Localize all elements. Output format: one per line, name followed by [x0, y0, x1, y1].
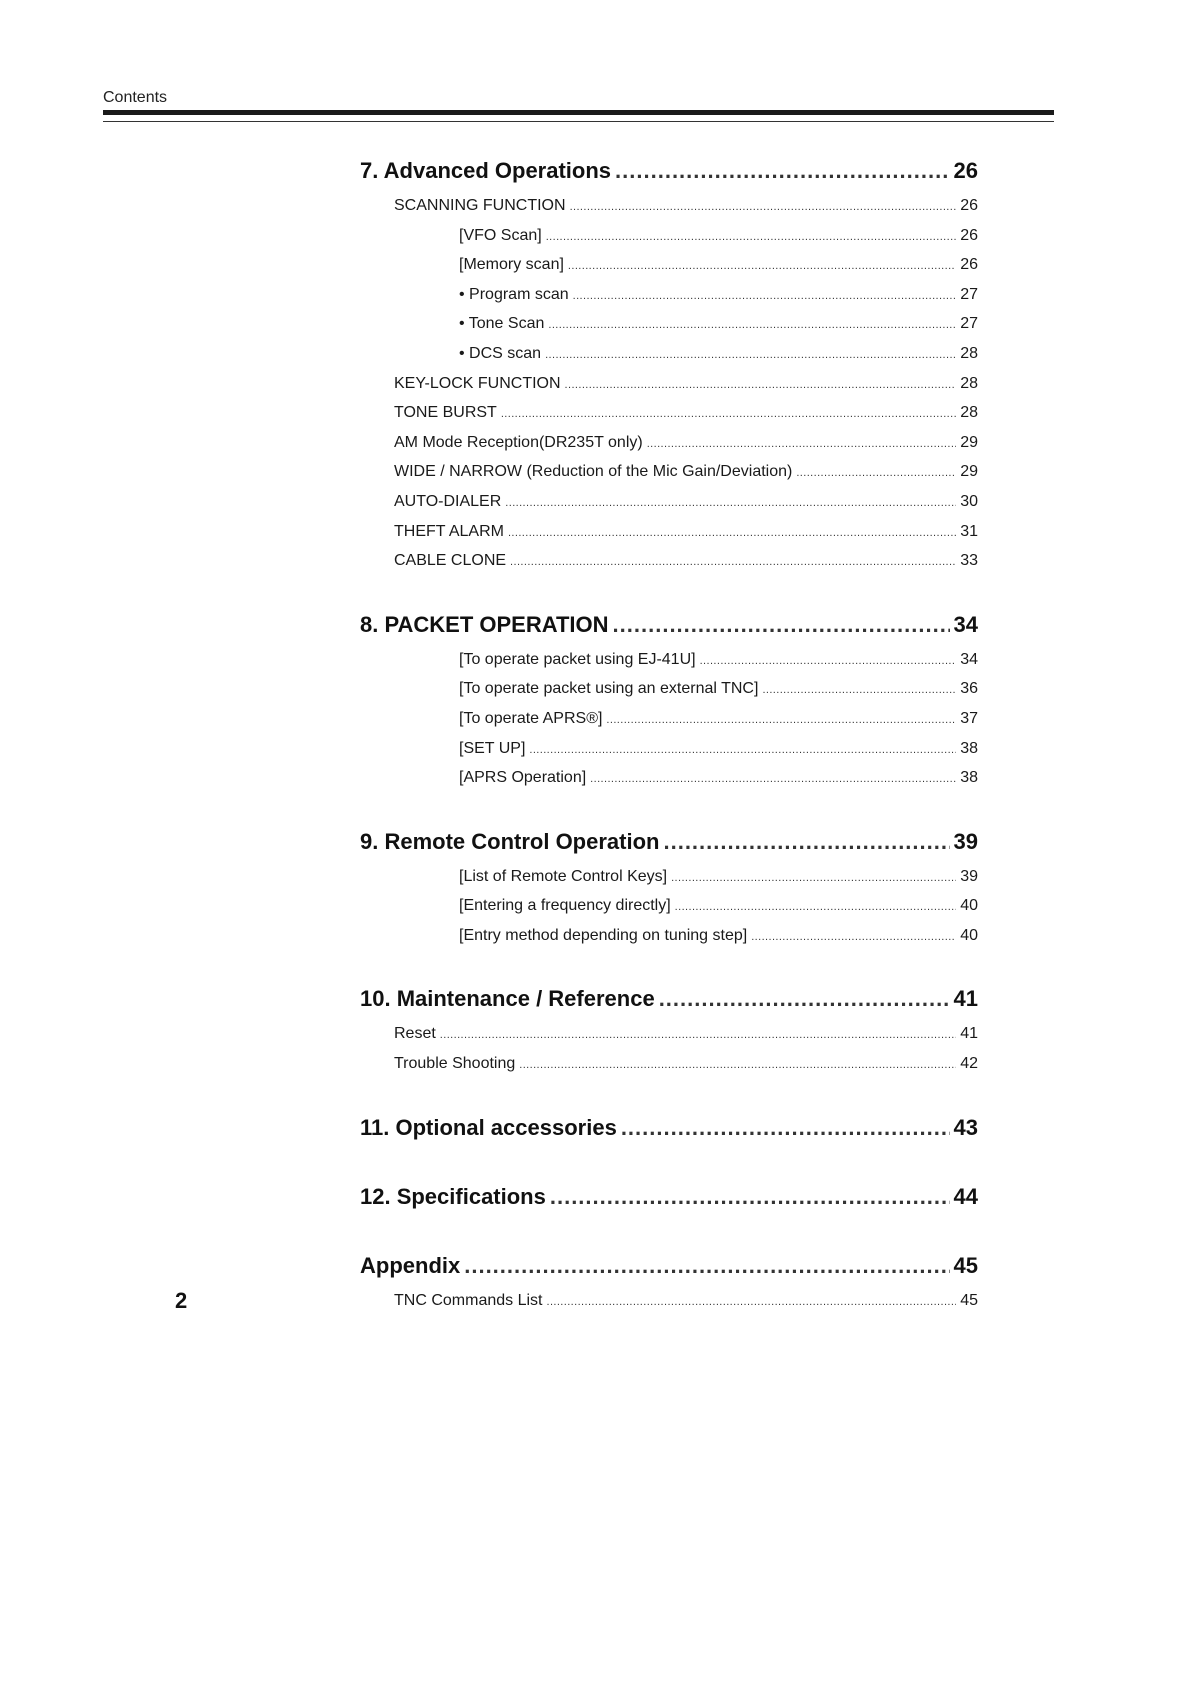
entry-title: [To operate packet using an external TNC] — [459, 680, 759, 698]
dot-leader — [545, 342, 956, 370]
dot-leader — [606, 707, 956, 735]
dot-leader — [621, 1107, 950, 1149]
dot-leader — [568, 253, 956, 281]
toc-entry[interactable] — [360, 310, 978, 340]
dot-leader — [590, 766, 956, 794]
entry-page-number: 34 — [960, 650, 978, 668]
entry-title: [VFO Scan] — [459, 226, 542, 244]
entry-title: [List of Remote Control Keys] — [459, 867, 668, 885]
entry-title: WIDE / NARROW (Reduction of the Mic Gain/Deviation) — [394, 463, 793, 481]
entry-page-number: 29 — [960, 463, 978, 481]
toc-entry[interactable] — [360, 892, 978, 922]
section-page-number: 44 — [953, 1183, 978, 1209]
toc-entry[interactable] — [360, 1020, 978, 1050]
toc-entry[interactable] — [360, 251, 978, 281]
entry-page-number: 26 — [960, 256, 978, 274]
toc-entry[interactable] — [360, 705, 978, 735]
toc-section-heading[interactable] — [360, 1176, 978, 1218]
section-title: 12. Specifications — [360, 1183, 546, 1209]
toc-section-heading[interactable] — [360, 1107, 978, 1149]
entry-title: • DCS scan — [459, 344, 542, 362]
header-rule-thin — [103, 121, 1054, 122]
dot-leader — [573, 283, 957, 311]
dot-leader — [548, 312, 956, 340]
entry-title: [Entry method depending on tuning step] — [459, 926, 748, 944]
entry-title: • Program scan — [459, 285, 569, 303]
section-page-number: 26 — [953, 158, 978, 183]
section-page-number: 34 — [953, 611, 978, 637]
running-head: Contents — [103, 89, 168, 106]
dot-leader — [570, 194, 957, 222]
toc-entry[interactable] — [360, 340, 978, 370]
section-page-number: 41 — [953, 986, 978, 1012]
dot-leader — [675, 894, 957, 922]
entry-page-number: 26 — [960, 226, 978, 244]
toc-entry[interactable] — [360, 863, 978, 893]
entry-title: AUTO-DIALER — [394, 492, 502, 510]
toc-entry[interactable] — [360, 764, 978, 794]
entry-page-number: 27 — [960, 285, 978, 303]
toc-entry[interactable] — [360, 922, 978, 952]
section-title: 9. Remote Control Operation — [360, 828, 660, 854]
dot-leader — [501, 401, 956, 429]
section-title: 11. Optional accessories — [360, 1114, 617, 1140]
entry-page-number: 40 — [960, 926, 978, 944]
page-number: 2 — [175, 1288, 188, 1313]
entry-page-number: 31 — [960, 522, 978, 540]
toc-entry[interactable] — [360, 1050, 978, 1080]
dot-leader — [546, 224, 957, 252]
section-title: Appendix — [360, 1252, 461, 1278]
dot-leader — [546, 1289, 956, 1317]
toc-entry[interactable] — [360, 429, 978, 459]
entry-page-number: 38 — [960, 769, 978, 787]
entry-title: SCANNING FUNCTION — [394, 197, 566, 214]
dot-leader — [565, 372, 957, 400]
dot-leader — [529, 737, 956, 765]
dot-leader — [510, 549, 956, 577]
entry-page-number: 33 — [960, 552, 978, 570]
dot-leader — [700, 648, 957, 676]
toc-entry[interactable] — [360, 399, 978, 429]
dot-leader — [659, 978, 950, 1020]
section-page-number: 39 — [953, 828, 978, 854]
section-title: 8. PACKET OPERATION — [360, 611, 609, 637]
entry-page-number: 26 — [960, 197, 978, 214]
entry-title: [APRS Operation] — [459, 769, 587, 787]
dot-leader — [615, 150, 949, 192]
toc-section-heading[interactable] — [360, 604, 978, 646]
section-title: 7. Advanced Operations — [360, 158, 612, 183]
toc-section — [360, 978, 978, 1079]
toc-entry[interactable] — [360, 370, 978, 400]
toc-entry[interactable] — [360, 675, 978, 705]
entry-page-number: 27 — [960, 315, 978, 333]
entry-page-number: 28 — [960, 344, 978, 362]
entry-page-number: 38 — [960, 739, 978, 757]
entry-page-number: 28 — [960, 374, 978, 392]
entry-page-number: 42 — [960, 1055, 978, 1073]
toc-section — [360, 1107, 978, 1149]
dot-leader — [519, 1052, 956, 1080]
toc-section — [360, 1176, 978, 1218]
dot-leader — [647, 431, 957, 459]
entry-title: [To operate APRS®] — [459, 709, 603, 727]
entry-title: • Tone Scan — [459, 315, 545, 333]
entry-page-number: 45 — [960, 1291, 978, 1309]
toc-entry[interactable] — [360, 547, 978, 577]
toc-section — [360, 1245, 978, 1317]
dot-leader — [464, 1245, 949, 1287]
entry-page-number: 28 — [960, 404, 978, 422]
section-title: 10. Maintenance / Reference — [360, 986, 655, 1012]
entry-title: [Memory scan] — [459, 256, 564, 274]
toc-section-heading[interactable] — [360, 1245, 978, 1287]
entry-page-number: 30 — [960, 492, 978, 510]
toc-entry[interactable] — [360, 646, 978, 676]
toc-entry[interactable] — [360, 1287, 978, 1317]
toc-section — [360, 821, 978, 952]
entry-page-number: 36 — [960, 680, 978, 698]
entry-title: AM Mode Reception(DR235T only) — [394, 433, 643, 451]
toc-section — [360, 150, 978, 577]
toc-entry[interactable] — [360, 222, 978, 252]
toc-section-heading[interactable] — [360, 978, 978, 1020]
toc-section-heading[interactable] — [360, 150, 978, 192]
entry-title: Reset — [394, 1025, 436, 1043]
entry-page-number: 41 — [960, 1025, 978, 1043]
section-page-number: 43 — [953, 1114, 978, 1140]
toc-entry[interactable] — [360, 192, 978, 222]
entry-page-number: 37 — [960, 709, 978, 727]
dot-leader — [796, 460, 956, 488]
dot-leader — [671, 865, 956, 893]
entry-title: [Entering a frequency directly] — [459, 897, 671, 915]
entry-title: [To operate packet using EJ-41U] — [459, 650, 696, 668]
dot-leader — [508, 520, 956, 548]
toc-section-heading[interactable] — [360, 821, 978, 863]
header-rule-thick — [103, 110, 1054, 115]
section-page-number: 45 — [953, 1252, 978, 1278]
entry-title: THEFT ALARM — [394, 522, 504, 540]
dot-leader — [613, 604, 950, 646]
toc-entry[interactable] — [360, 735, 978, 765]
dot-leader — [751, 924, 956, 952]
entry-title: [SET UP] — [459, 739, 526, 757]
entry-title: Trouble Shooting — [394, 1055, 516, 1073]
dot-leader — [440, 1022, 956, 1050]
dot-leader — [505, 490, 956, 518]
dot-leader — [550, 1176, 950, 1218]
entry-page-number: 29 — [960, 433, 978, 451]
entry-page-number: 40 — [960, 897, 978, 915]
toc-entry[interactable] — [360, 281, 978, 311]
toc-entry[interactable] — [360, 518, 978, 548]
toc-entry[interactable] — [360, 458, 978, 488]
table-of-contents — [360, 150, 978, 1343]
entry-title: CABLE CLONE — [394, 552, 507, 570]
toc-section — [360, 604, 978, 794]
dot-leader — [762, 677, 956, 705]
entry-title: KEY-LOCK FUNCTION — [394, 374, 561, 392]
entry-title: TONE BURST — [394, 404, 497, 422]
entry-page-number: 39 — [960, 867, 978, 885]
toc-entry[interactable] — [360, 488, 978, 518]
entry-title: TNC Commands List — [394, 1291, 543, 1309]
dot-leader — [663, 821, 949, 863]
